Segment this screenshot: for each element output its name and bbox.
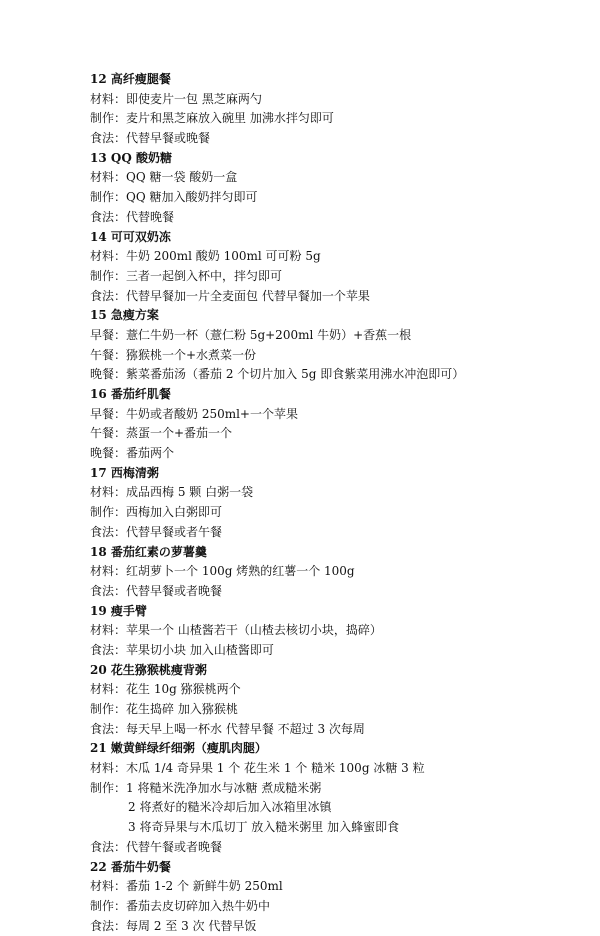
recipe-line: 材料：即使麦片一包 黑芝麻两勺 bbox=[90, 91, 262, 106]
recipe-line: 制作：花生捣碎 加入猕猴桃 bbox=[90, 702, 238, 716]
recipe-line: 材料：牛奶 200ml 酸奶 100ml 可可粉 5g bbox=[90, 249, 321, 264]
recipe-line: 食法：代替早餐或者午餐 bbox=[90, 524, 223, 539]
recipe-line: 食法：每周 2 至 3 次 代替早饭 bbox=[90, 918, 257, 933]
recipe-page bbox=[90, 70, 570, 936]
recipe-line: 午餐：蒸蛋一个+番茄一个 bbox=[90, 426, 233, 441]
recipe-line: 晚餐：紫菜番茄汤（番茄 2 个切片加入 5g 即食紫菜用沸水冲泡即可） bbox=[90, 367, 465, 382]
recipe-heading: 16 番茄纤肌餐 bbox=[90, 387, 171, 401]
recipe-line: 制作：1 将糙米洗净加水与冰糖 煮成糙米粥 bbox=[90, 780, 322, 795]
recipe-heading: 19 瘦手臂 bbox=[90, 603, 147, 618]
recipe-heading: 17 西梅清粥 bbox=[90, 465, 159, 480]
recipe-line: 材料：苹果一个 山楂酱若干（山楂去核切小块，捣碎） bbox=[90, 623, 382, 638]
recipe-line: 午餐：猕猴桃一个+水煮菜一份 bbox=[90, 347, 257, 362]
recipe-line: 制作：三者一起倒入杯中，拌匀即可 bbox=[90, 268, 283, 283]
recipe-heading: 12 高纤瘦腿餐 bbox=[90, 72, 171, 86]
recipe-line: 材料：木瓜 1/4 奇异果 1 个 花生米 1 个 糙米 100g 冰糖 3 粒 bbox=[90, 761, 425, 776]
recipe-line: 食法：代替晚餐 bbox=[90, 209, 175, 224]
recipe-line: 早餐：牛奶或者酸奶 250ml+一个苹果 bbox=[90, 406, 298, 421]
recipe-line: 食法：苹果切小块 加入山楂酱即可 bbox=[90, 642, 274, 657]
recipe-line: 制作：麦片和黑芝麻放入碗里 加沸水拌匀即可 bbox=[90, 111, 334, 126]
recipe-line: 材料：QQ 糖一袋 酸奶一盒 bbox=[90, 170, 238, 185]
recipe-line: 材料：成品西梅 5 颗 白粥一袋 bbox=[90, 485, 254, 500]
recipe-line: 材料：花生 10g 猕猴桃两个 bbox=[90, 682, 241, 697]
recipe-line: 晚餐：番茄两个 bbox=[90, 446, 175, 461]
recipe-heading: 14 可可双奶冻 bbox=[90, 229, 171, 244]
recipe-heading: 15 急瘦方案 bbox=[90, 308, 159, 323]
recipe-line: 制作：QQ 糖加入酸奶拌匀即可 bbox=[90, 190, 258, 205]
recipe-heading: 21 嫩黄鲜绿纤细粥（瘦肌肉腿） bbox=[90, 741, 267, 756]
recipe-line: 食法：代替早餐加一片全麦面包 代替早餐加一个苹果 bbox=[90, 288, 370, 303]
recipe-line: 材料：红胡萝卜一个 100g 烤熟的红薯一个 100g bbox=[90, 564, 355, 579]
recipe-line: 材料：番茄 1-2 个 新鲜牛奶 250ml bbox=[90, 879, 283, 894]
recipe-line: 食法：每天早上喝一杯水 代替早餐 不超过 3 次每周 bbox=[90, 721, 365, 736]
recipe-heading: 18 番茄红素の萝薯羹 bbox=[90, 544, 207, 559]
recipe-line: 制作：番茄去皮切碎加入热牛奶中 bbox=[90, 898, 271, 913]
recipe-heading: 22 番茄牛奶餐 bbox=[90, 859, 171, 874]
recipe-line: 食法：代替午餐或者晚餐 bbox=[90, 839, 223, 854]
recipe-line: 2 将煮好的糙米冷却后加入冰箱里冰镇 bbox=[128, 800, 332, 815]
recipe-heading: 20 花生猕猴桃瘦背粥 bbox=[90, 662, 207, 677]
recipe-line: 食法：代替早餐或者晚餐 bbox=[90, 583, 223, 598]
recipe-line: 食法：代替早餐或晚餐 bbox=[90, 131, 211, 146]
recipe-heading: 13 QQ 酸奶糖 bbox=[90, 150, 172, 165]
recipe-line: 早餐：薏仁牛奶一杯（薏仁粉 5g+200ml 牛奶）+香蕉一根 bbox=[90, 327, 412, 342]
recipe-line: 制作：西梅加入白粥即可 bbox=[90, 505, 223, 520]
recipe-line: 3 将奇异果与木瓜切丁 放入糙米粥里 加入蜂蜜即食 bbox=[128, 820, 400, 835]
